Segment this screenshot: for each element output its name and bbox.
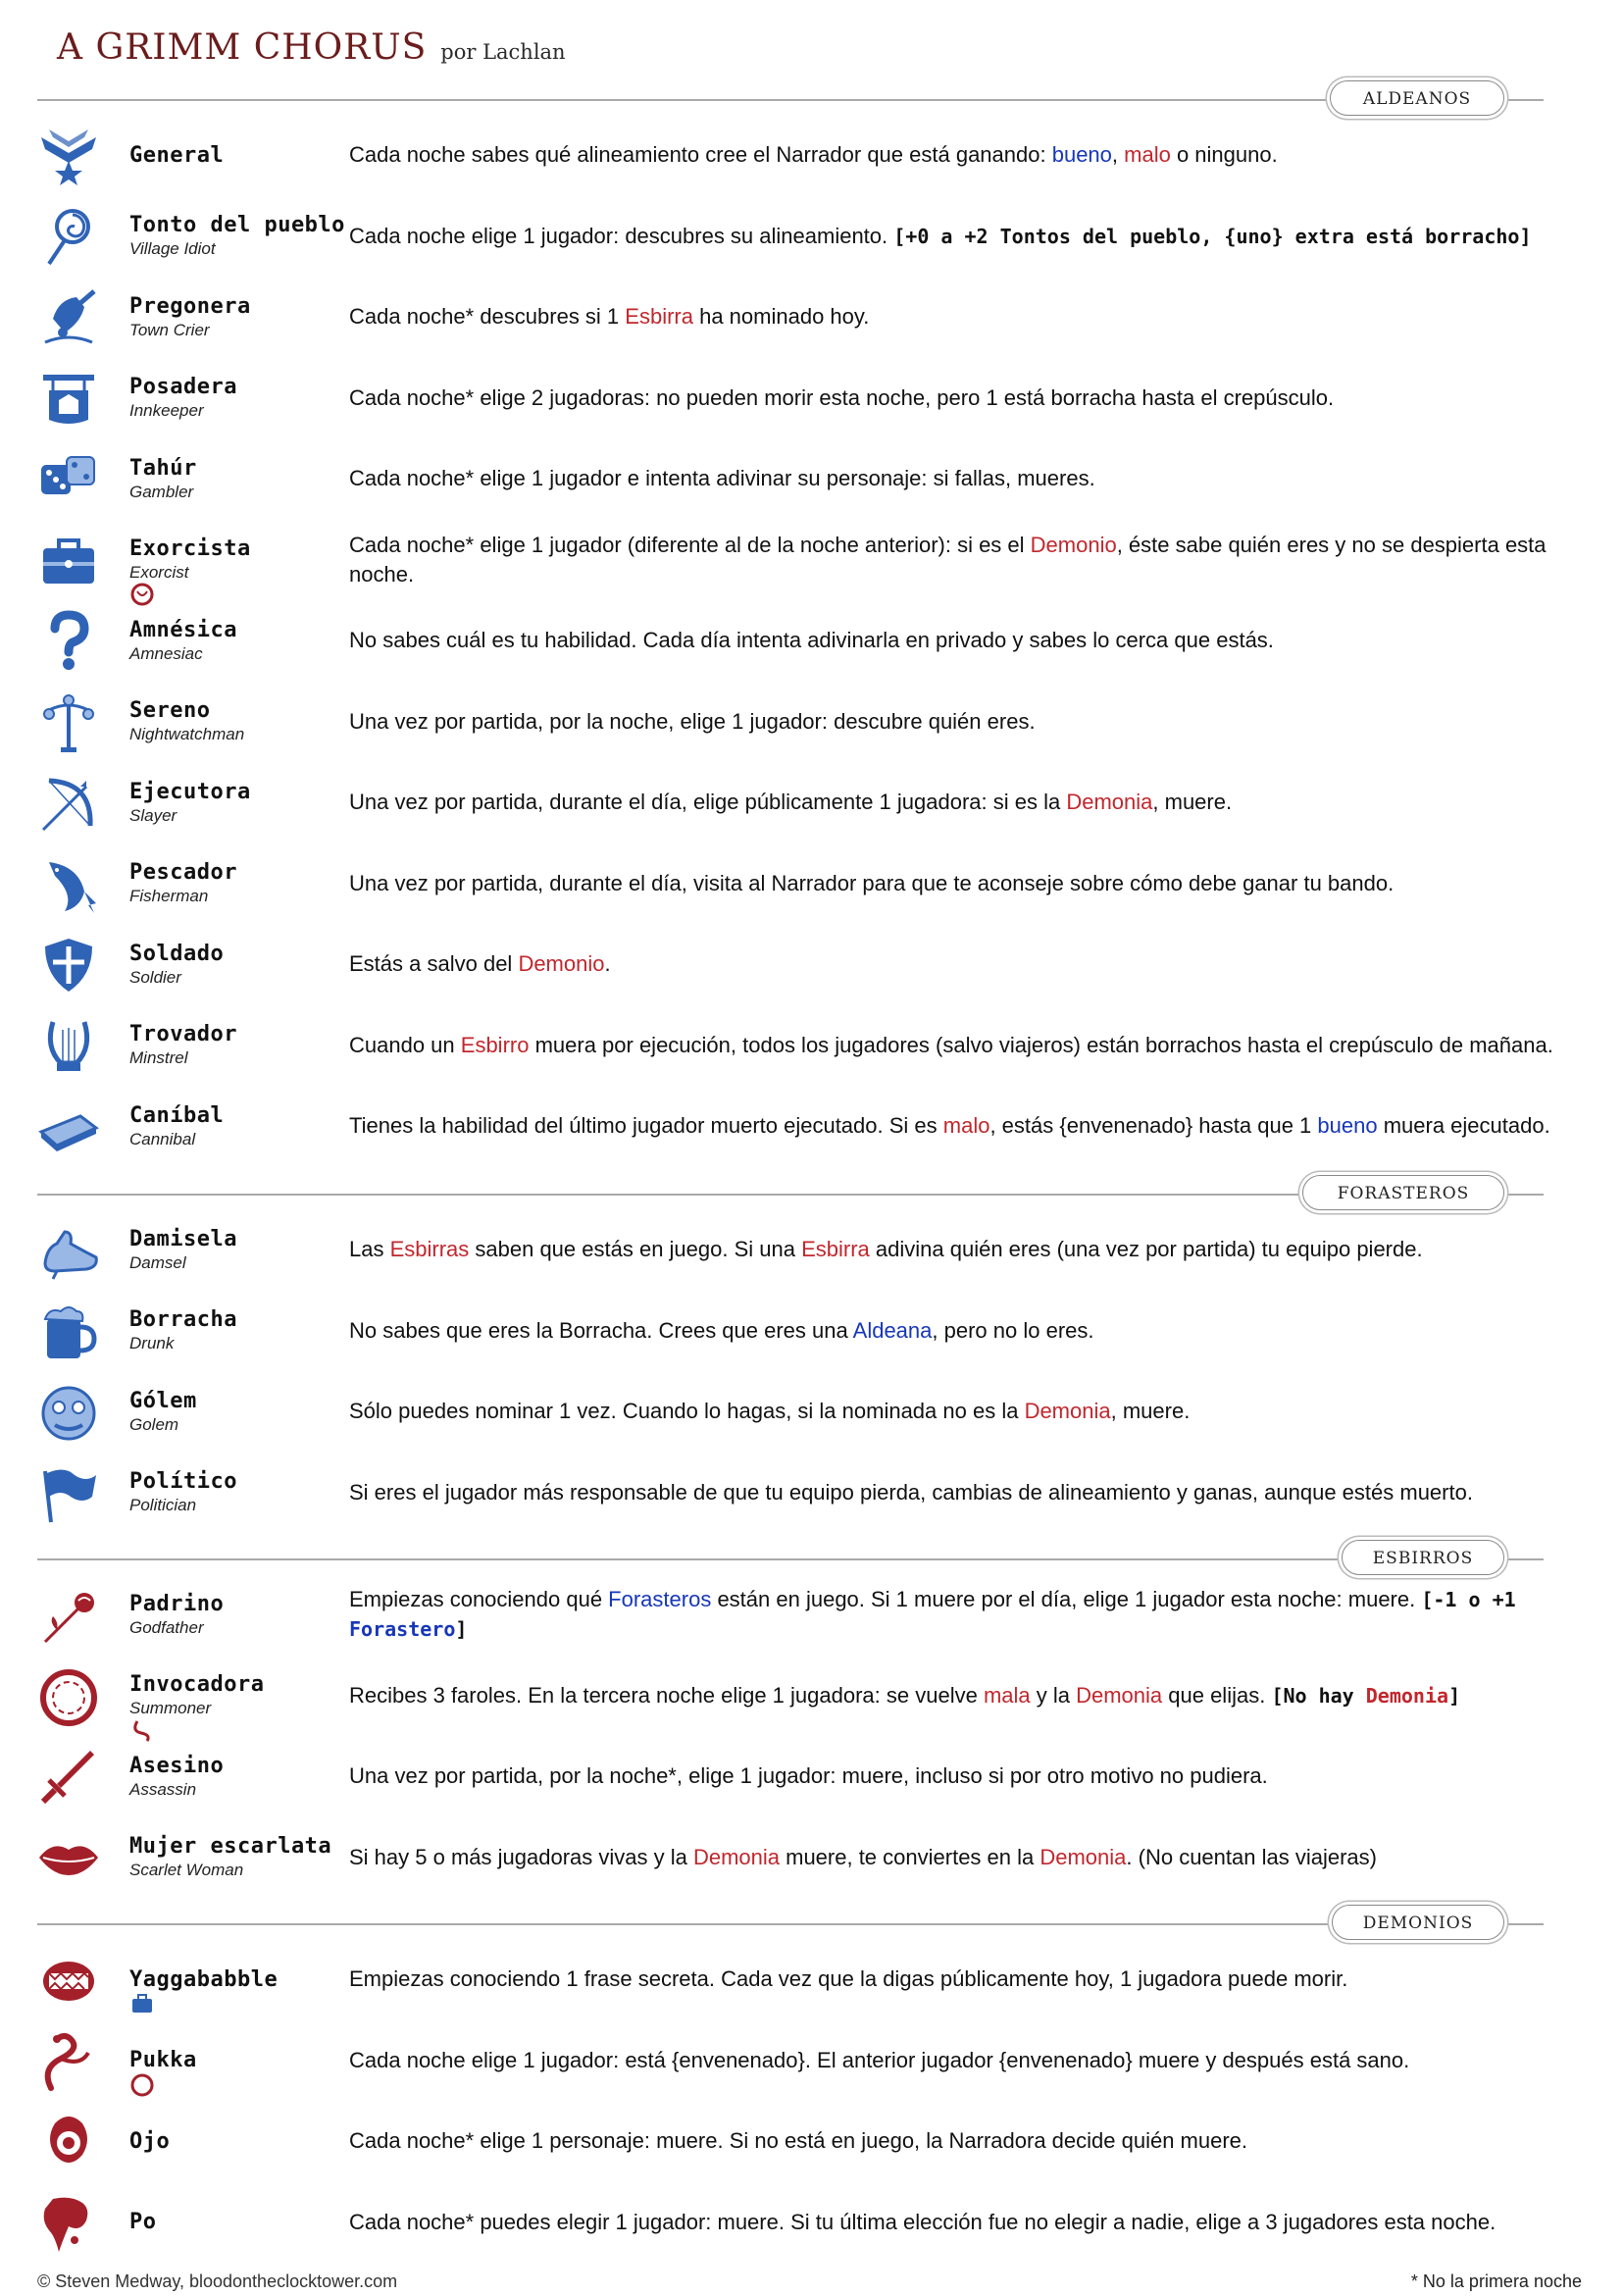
ability-segment: Cada noche elige 1 jugador: descubres su alineamiento. [349, 223, 894, 248]
keyword-evil: malo [1124, 142, 1171, 167]
ability-segment: Cada noche elige 1 jugador: está {envenenado}. El anterior jugador {envenenado} muere y después está sano. [349, 2047, 1410, 2072]
role-ability [349, 2183, 1557, 2262]
role-name-block [129, 1292, 365, 1370]
shield-icon [35, 933, 102, 995]
role-name: General [129, 142, 225, 168]
ability-segment: Cada noche sabes qué alineamiento cree el Narrador que está ganando: [349, 142, 1052, 167]
role-row [35, 844, 1550, 923]
ability-segment: , muere. [1110, 1399, 1191, 1423]
blood-icon [35, 2191, 102, 2254]
ability-text [349, 1478, 1473, 1507]
ability-text [349, 2126, 1247, 2156]
ability-text [349, 302, 869, 332]
role-row [35, 1006, 1553, 1085]
role-name: Posadera [129, 375, 237, 399]
role-english-name: Gambler [129, 482, 194, 501]
role-row [35, 1292, 1550, 1370]
role-name: Borracha [129, 1307, 237, 1332]
role-english-name: Scarlet Woman [129, 1861, 244, 1879]
ability-segment: muere, te conviertes en la [780, 1844, 1040, 1869]
mouth-icon [35, 1948, 102, 2011]
role-ability [349, 197, 1557, 276]
keyword-evil: Demonia [1040, 1844, 1127, 1869]
ability-segment: Cada noche* puedes elegir 1 jugador: muere. Si tu última elección fue no elegir a nadie, elige a 3 jugadores esta noche. [349, 2209, 1496, 2234]
role-row [35, 1737, 1550, 1815]
role-english-name: Golem [129, 1414, 179, 1434]
role-name-block [129, 683, 365, 761]
role-name: Soldado [129, 941, 225, 966]
ability-segment: Estás a salvo del [349, 951, 519, 976]
role-english-name: Politician [129, 1496, 197, 1514]
role-row [35, 359, 1550, 437]
ability-text [349, 1585, 1557, 1644]
role-name-block [129, 1657, 365, 1735]
ability-segment: Una vez por partida, durante el día, visita al Narrador para que te aconseje sobre cómo debe ganar tu bando. [349, 870, 1395, 895]
role-name: Gólem [129, 1388, 197, 1413]
role-row [35, 1372, 1550, 1451]
role-ability [349, 1737, 1557, 1815]
role-row [35, 1818, 1550, 1897]
ability-segment: adivina quién eres (una vez por partida) tu equipo pierde. [869, 1237, 1423, 1261]
ability-segment: , muere. [1152, 790, 1233, 814]
lyre-icon [35, 1014, 102, 1077]
keyword-good: bueno [1317, 1113, 1378, 1138]
ability-segment: , pero no lo eres. [932, 1317, 1094, 1343]
role-ability [349, 844, 1557, 923]
role-name: Pregonera [129, 293, 251, 319]
role-ability [349, 521, 1557, 599]
section-divider [37, 99, 1544, 101]
section-divider [37, 1923, 1544, 1925]
role-english-name: Soldier [129, 967, 181, 987]
script-author: por Lachlan [440, 40, 566, 64]
role-name-block [129, 2183, 365, 2262]
role-name-block [129, 1818, 365, 1897]
dagger-icon [35, 1745, 102, 1808]
golem-icon [35, 1380, 102, 1443]
ability-segment: Las [349, 1237, 390, 1261]
role-name-block [129, 1575, 365, 1654]
role-ability [349, 1657, 1557, 1735]
role-name-block [129, 1006, 365, 1085]
ability-text [349, 869, 1394, 898]
general-icon [35, 124, 102, 186]
briefcase-icon [35, 529, 102, 591]
role-row [35, 683, 1550, 761]
role-ability [349, 359, 1557, 437]
script-title: A GRIMM CHORUS [57, 27, 428, 68]
role-ability [349, 1372, 1557, 1451]
role-name: Sereno [129, 698, 211, 723]
ability-segment: Si hay 5 o más jugadoras vivas y la [349, 1844, 693, 1869]
keyword-evil: Demonio [1030, 532, 1117, 557]
dice-icon [35, 447, 102, 510]
role-name: Po [129, 2210, 157, 2234]
role-row [35, 925, 1550, 1003]
role-english-name: Damsel [129, 1252, 186, 1272]
role-name-block [129, 439, 365, 518]
ability-segment: Una vez por partida, durante el día, elige públicamente 1 jugadora: si es la [349, 790, 1067, 814]
role-row [35, 1210, 1550, 1289]
flag-icon [35, 1461, 102, 1524]
serpent-icon [35, 2029, 102, 2092]
role-english-name: Slayer [129, 805, 178, 825]
ability-segment: , [1111, 142, 1125, 167]
ability-segment: , estás {envenenado} hasta que 1 [989, 1113, 1318, 1138]
role-name-block [129, 601, 365, 680]
setup-modifier: [+0 a +2 Tontos del pueblo, {uno} extra está borracho] [893, 224, 1532, 248]
role-row [35, 278, 1550, 356]
role-name-block [129, 1940, 365, 2018]
role-row [35, 1087, 1550, 1165]
ability-text [349, 531, 1557, 589]
ability-segment: están en juego. Si 1 muere por el día, elige 1 jugador esta noche: muere. [711, 1587, 1422, 1611]
ability-text [349, 626, 1274, 655]
role-ability [349, 763, 1557, 842]
keyword-good: Aldeana [852, 1317, 933, 1343]
role-name-block [129, 763, 365, 842]
ability-segment: Empiezas conociendo qué [349, 1587, 609, 1611]
setup-modifier: [-1 o +1 [1421, 1588, 1516, 1611]
role-name: Tahúr [129, 455, 197, 481]
ability-segment: Una vez por partida, por la noche, elige 1 jugador: descubre quién eres. [349, 708, 1036, 734]
bow-icon [35, 771, 102, 834]
bell-icon [35, 285, 102, 348]
ability-text [349, 2046, 1409, 2075]
ability-segment: o ninguno. [1170, 142, 1278, 167]
exorcist-jinx-icon [129, 1991, 155, 2016]
ability-text [349, 1761, 1268, 1791]
role-ability [349, 925, 1557, 1003]
role-name: Trovador [129, 1022, 237, 1046]
role-name: Exorcista [129, 536, 251, 561]
role-name-block [129, 116, 365, 194]
role-english-name: Summoner [129, 1699, 212, 1717]
ability-text [349, 1964, 1347, 1994]
section-header-demons [37, 1905, 1544, 1944]
ability-segment: muera ejecutado. [1377, 1113, 1550, 1138]
slipper-icon [35, 1218, 102, 1281]
role-name: Invocadora [129, 1672, 265, 1697]
lips-icon [35, 1826, 102, 1889]
role-name-block [129, 1737, 365, 1815]
role-name: Padrino [129, 1591, 225, 1616]
role-ability [349, 439, 1557, 518]
role-ability [349, 1292, 1557, 1370]
question-icon [35, 609, 102, 672]
role-name: Caníbal [129, 1102, 225, 1128]
inn-sign-icon [35, 367, 102, 430]
role-name: Ejecutora [129, 779, 251, 804]
ability-text [349, 949, 611, 979]
role-row [35, 2102, 1550, 2180]
role-name-block [129, 1210, 365, 1289]
pie-icon [35, 1095, 102, 1157]
role-ability [349, 1006, 1557, 1085]
role-english-name: Assassin [129, 1779, 197, 1799]
role-name: Pescador [129, 860, 237, 885]
role-english-name: Innkeeper [129, 401, 204, 420]
keyword-good: Forasteros [608, 1587, 712, 1611]
ability-text [349, 2208, 1496, 2237]
section-divider [37, 1558, 1544, 1560]
ability-segment: Una vez por partida, por la noche*, elige 1 jugador: muere, incluso si por otro motivo no pudiera. [349, 1763, 1268, 1788]
keyword-evil: Esbirro [460, 1032, 530, 1057]
role-english-name: Fisherman [129, 887, 209, 905]
section-header-townsfolk [37, 80, 1544, 120]
ability-segment: Cada noche* elige 1 jugador (diferente al de la noche anterior): si es el [349, 532, 1031, 557]
ability-segment: ha nominado hoy. [692, 304, 870, 329]
ability-segment: que elijas. [1162, 1682, 1272, 1708]
ability-text [349, 383, 1334, 413]
role-name-block [129, 521, 365, 599]
script-header [57, 27, 566, 77]
role-english-name: Drunk [129, 1334, 175, 1352]
section-label-minions: ESBIRROS [1342, 1540, 1504, 1575]
keyword-evil: Demonio [518, 951, 605, 976]
ability-segment: y la [1030, 1682, 1077, 1708]
role-english-name: Town Crier [129, 320, 210, 339]
ability-text [349, 1031, 1553, 1060]
role-name: Amnésica [129, 617, 237, 642]
role-ability [349, 1818, 1557, 1897]
role-name-block [129, 844, 365, 923]
ability-segment: saben que estás en juego. Si una [469, 1237, 802, 1261]
footer-copyright: © Steven Medway, bloodontheclocktower.com [37, 2271, 398, 2291]
section-header-minions [37, 1540, 1544, 1579]
role-ability [349, 1087, 1557, 1165]
summoning-circle-icon [35, 1664, 102, 1727]
ability-text [349, 1397, 1190, 1426]
summoner-jinx-icon [129, 2072, 155, 2098]
role-english-name: Godfather [129, 1617, 204, 1637]
setup-modifier: [No hay [1271, 1683, 1366, 1708]
role-ability [349, 2021, 1557, 2100]
role-row [35, 1940, 1550, 2018]
ability-text [349, 707, 1036, 737]
role-ability [349, 1575, 1557, 1654]
ability-text [349, 1111, 1550, 1141]
role-name-block [129, 1372, 365, 1451]
role-english-name: Minstrel [129, 1048, 188, 1067]
keyword-evil: Esbirra [625, 304, 693, 329]
role-ability [349, 1210, 1557, 1289]
role-ability [349, 683, 1557, 761]
keyword-evil: Demonia [1024, 1399, 1111, 1423]
role-english-name: Exorcist [129, 563, 189, 582]
role-name-block [129, 2102, 365, 2180]
role-ability [349, 278, 1557, 356]
keyword-evil: Demonia [1076, 1682, 1163, 1708]
ability-segment: Cada noche* elige 1 personaje: muere. Si no está en juego, la Narradora decide quién muere. [349, 2128, 1248, 2153]
keyword-good: bueno [1051, 142, 1112, 167]
role-ability [349, 2102, 1557, 2180]
role-name-block [129, 1087, 365, 1165]
role-row [35, 2021, 1550, 2100]
ability-segment: muera por ejecución, todos los jugadores (salvo viajeros) están borrachos hasta el crepúsculo de mañana. [529, 1032, 1553, 1057]
ability-segment: Sólo puedes nominar 1 vez. Cuando lo hagas, si la nominada no es la [349, 1399, 1025, 1423]
role-name-block [129, 197, 365, 276]
eye-icon [35, 2110, 102, 2172]
role-ability [349, 1940, 1557, 2018]
ability-text [349, 1843, 1377, 1872]
keyword-evil: Demonia [1066, 790, 1153, 814]
ability-segment: Recibes 3 faroles. En la tercera noche elige 1 jugadora: se vuelve [349, 1682, 984, 1708]
role-name: Ojo [129, 2128, 171, 2154]
ability-segment: Cada noche* elige 2 jugadoras: no pueden morir esta noche, pero 1 está borracha hasta el crepúsculo. [349, 384, 1335, 410]
role-name: Asesino [129, 1753, 225, 1778]
mug-icon [35, 1300, 102, 1362]
section-label-outsiders: FORASTEROS [1302, 1175, 1504, 1210]
keyword-evil: mala [983, 1682, 1031, 1708]
keyword-evil: Esbirra [801, 1237, 870, 1261]
rose-icon [35, 1583, 102, 1646]
keyword-evil: malo [942, 1113, 990, 1138]
ability-segment: No sabes que eres la Borracha. Crees que eres una [349, 1317, 853, 1343]
role-name: Mujer escarlata [129, 1834, 332, 1859]
role-row [35, 1657, 1550, 1735]
role-english-name: Nightwatchman [129, 725, 245, 743]
role-row [35, 1454, 1550, 1532]
ability-segment: No sabes cuál es tu habilidad. Cada día intenta adivinarla en privado y sabes lo cerca que estás. [349, 628, 1274, 652]
role-name-block [129, 1454, 365, 1532]
ability-text [349, 1316, 1094, 1346]
ability-segment: . [604, 951, 611, 976]
setup-modifier: Forastero [349, 1617, 456, 1641]
role-english-name: Cannibal [129, 1129, 196, 1148]
role-row [35, 439, 1550, 518]
role-row [35, 763, 1550, 842]
ability-segment: Cada noche* descubres si 1 [349, 304, 626, 329]
role-row [35, 1575, 1550, 1654]
role-name: Político [129, 1469, 237, 1494]
ability-segment: Cada noche* elige 1 jugador e intenta adivinar su personaje: si fallas, mueres. [349, 466, 1095, 490]
role-name: Yaggababble [129, 1966, 279, 1992]
role-name: Tonto del pueblo [129, 213, 345, 237]
role-name: Pukka [129, 2048, 197, 2072]
role-ability [349, 116, 1557, 194]
role-name-block [129, 278, 365, 356]
ability-text [349, 464, 1095, 493]
setup-modifier: ] [1448, 1683, 1461, 1708]
role-row [35, 521, 1550, 599]
ability-text [349, 222, 1531, 251]
ability-text [349, 1681, 1460, 1710]
fish-icon [35, 852, 102, 915]
lamppost-icon [35, 690, 102, 753]
ability-segment: Si eres el jugador más responsable de que tu equipo pierda, cambias de alineamiento y ganas, aunque estés muerto. [349, 1479, 1473, 1505]
role-name-block [129, 2021, 365, 2100]
role-name: Damisela [129, 1226, 237, 1251]
keyword-evil: Demonia [692, 1844, 780, 1869]
ability-segment: Tienes la habilidad del último jugador muerto ejecutado. Si es [349, 1113, 943, 1138]
footer-note: * No la primera noche [1410, 2271, 1582, 2291]
lollipop-icon [35, 205, 102, 268]
ability-text [349, 1235, 1423, 1264]
ability-segment: . (No cuentan las viajeras) [1126, 1844, 1377, 1869]
role-ability [349, 601, 1557, 680]
setup-modifier: ] [455, 1617, 468, 1641]
keyword-evil: Esbirras [389, 1237, 470, 1261]
role-row [35, 197, 1550, 276]
role-name-block [129, 925, 365, 1003]
section-header-outsiders [37, 1175, 1544, 1214]
section-label-townsfolk: ALDEANOS [1330, 80, 1504, 116]
ability-text [349, 788, 1232, 817]
role-row [35, 2183, 1550, 2262]
section-label-demons: DEMONIOS [1332, 1905, 1504, 1940]
ability-segment: Empiezas conociendo 1 frase secreta. Cada vez que la digas públicamente hoy, 1 jugadora puede morir. [349, 1966, 1348, 1991]
role-row [35, 601, 1550, 680]
role-row [35, 116, 1550, 194]
ability-text [349, 140, 1278, 170]
role-name-block [129, 359, 365, 437]
role-english-name: Village Idiot [129, 239, 216, 258]
role-english-name: Amnesiac [129, 643, 203, 663]
role-ability [349, 1454, 1557, 1532]
ability-segment: Cuando un [349, 1032, 461, 1057]
setup-modifier: Demonia [1365, 1683, 1449, 1708]
ability-segment: , éste sabe quién eres y no se despierta esta noche. [349, 532, 1547, 587]
